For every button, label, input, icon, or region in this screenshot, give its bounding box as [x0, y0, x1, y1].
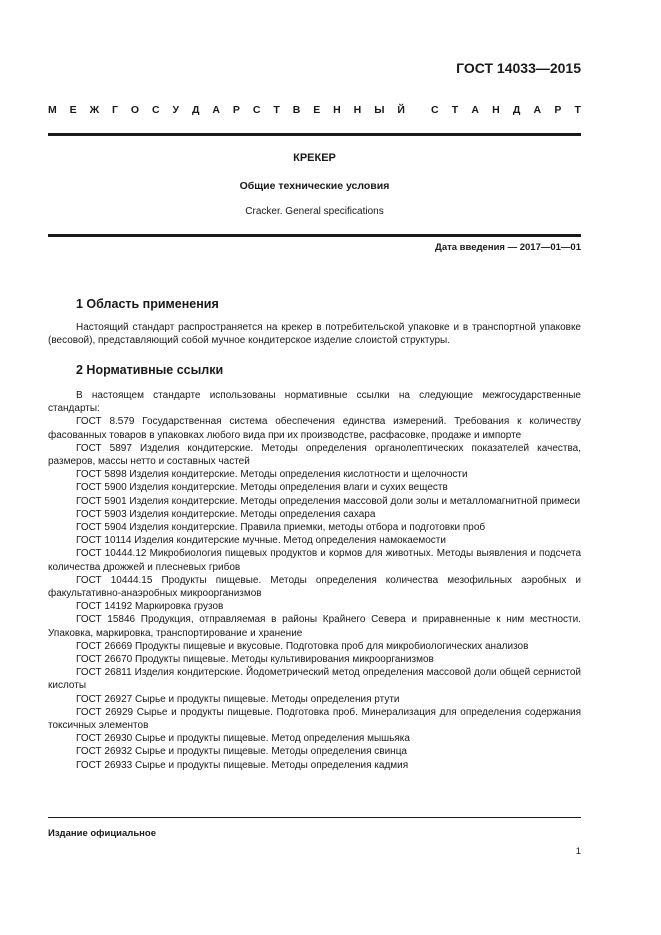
standard-subtitle: Общие технические условия [239, 180, 390, 192]
paragraph: ГОСТ 10444.12 Микробиология пищевых продуктов и кормов для животных. Методы выявления и подсчета количества дрожжей и плесневых грибов [48, 548, 581, 573]
banner-letter: С [252, 104, 261, 116]
standard-title: КРЕКЕР [293, 152, 336, 164]
paragraph: ГОСТ 5903 Изделия кондитерские. Методы определения сахара [76, 508, 376, 520]
paragraph: ГОСТ 10444.15 Продукты пищевые. Методы определения количества мезофильных аэробных и факультативно-анаэробных микроорганизмов [48, 574, 581, 600]
paragraph: ГОСТ 26933 Сырье и продукты пищевые. Методы определения кадмия [76, 759, 409, 771]
banner-letter: А [212, 104, 220, 116]
banner-letter: Н [333, 104, 341, 116]
banner-letter: Р [554, 104, 562, 116]
banner-letter: Г [112, 104, 118, 116]
paragraph: ГОСТ 26927 Сырье и продукты пищевые. Методы определения ртути [76, 693, 400, 705]
banner-letter: А [533, 104, 542, 116]
paragraph: ГОСТ 5898 Изделия кондитерские. Методы определения кислотности и щелочности [76, 469, 468, 481]
english-title: Cracker. General specifications [245, 206, 384, 217]
paragraph: ГОСТ 8.579 Государственная система обеспечения единства измерений. Требования к количеству фасованных товаров в упаковках любого вида при их производстве, расфасовке, продаже и импорте [48, 416, 581, 441]
paragraph: Настоящий стандарт распространяется на крекер в потребительской упаковке и в транспортной упаковке (весовой), представляющий собой мучное кондитерское изделие слоистой структуры. [48, 322, 581, 347]
banner-letter: О [130, 104, 140, 116]
official-edition-label: Издание официальное [48, 828, 156, 839]
document-code: ГОСТ 14033—2015 [456, 60, 581, 76]
paragraph: В настоящем стандарте использованы нормативные ссылки на следующие межгосударственные стандарты: [48, 390, 581, 415]
paragraph: ГОСТ 26670 Продукты пищевые. Методы культивирования микроорганизмов [76, 654, 434, 666]
introduction-date: Дата введения — 2017—01—01 [435, 242, 581, 253]
section-2-body [48, 389, 581, 772]
banner-letter: У [172, 104, 180, 116]
paragraph: ГОСТ 5900 Изделия кондитерские. Методы определения влаги и сухих веществ [76, 482, 448, 494]
interstate-standard-banner [48, 104, 581, 116]
paragraph: ГОСТ 26929 Сырье и продукты пищевые. Подготовка проб. Минерализация для определения содержания токсичных элементов [48, 706, 581, 732]
paragraph: ГОСТ 5904 Изделия кондитерские. Правила приемки, методы отбора и подготовки проб [76, 522, 486, 534]
banner-letter: М [48, 104, 57, 116]
banner-letter: Н [353, 104, 362, 116]
banner-letter: Ж [89, 104, 100, 116]
paragraph: ГОСТ 26811 Изделия кондитерские. Йодометрический метод определения массовой доли общей сернистой кислоты [48, 667, 581, 692]
banner-letter: Ы [374, 104, 385, 116]
banner-letter: С [152, 104, 160, 116]
banner-letter: Н [492, 104, 500, 116]
paragraph: ГОСТ 26930 Сырье и продукты пищевые. Метод определения мышьяка [76, 733, 410, 745]
banner-letter: Т [273, 104, 280, 116]
banner-letter: Й [397, 104, 405, 116]
banner-letter: Т [451, 104, 459, 116]
footer-rule [48, 817, 581, 818]
paragraph: ГОСТ 5901 Изделия кондитерские. Методы определения массовой доли золы и металломагнитной примеси [76, 495, 581, 507]
banner-letter: Е [69, 104, 77, 116]
paragraph: ГОСТ 10114 Изделия кондитерские мучные. Метод определения намокаемости [76, 535, 446, 547]
banner-letter: Е [313, 104, 321, 116]
banner-word-interstate [48, 104, 405, 116]
banner-letter: В [292, 104, 301, 116]
banner-letter: С [431, 104, 439, 116]
top-rule [48, 133, 581, 136]
banner-letter: Д [191, 104, 200, 116]
section-2-heading: 2 Нормативные ссылки [76, 363, 224, 377]
section-1-body [48, 321, 581, 347]
paragraph: ГОСТ 5897 Изделия кондитерские. Методы определения органолептических показателей качества, размеров, массы нетто и составных частей [48, 442, 581, 468]
section-1-heading: 1 Область применения [76, 297, 219, 311]
paragraph: ГОСТ 26932 Сырье и продукты пищевые. Методы определения свинца [76, 746, 407, 758]
banner-letter: А [471, 104, 479, 116]
title-rule [48, 234, 581, 237]
page-number: 1 [575, 846, 581, 857]
paragraph: ГОСТ 26669 Продукты пищевые и вкусовые. Подготовка проб для микробиологических анализов [76, 640, 529, 652]
paragraph: ГОСТ 14192 Маркировка грузов [76, 601, 224, 613]
banner-letter: Т [574, 104, 581, 116]
paragraph: ГОСТ 15846 Продукция, отправляемая в районы Крайнего Севера и приравненные к ним местности. Упаковка, маркировка, транспортирование и хранение [48, 614, 581, 639]
banner-letter: Р [232, 104, 240, 116]
banner-letter: Д [512, 104, 521, 116]
banner-word-standard [431, 104, 581, 116]
